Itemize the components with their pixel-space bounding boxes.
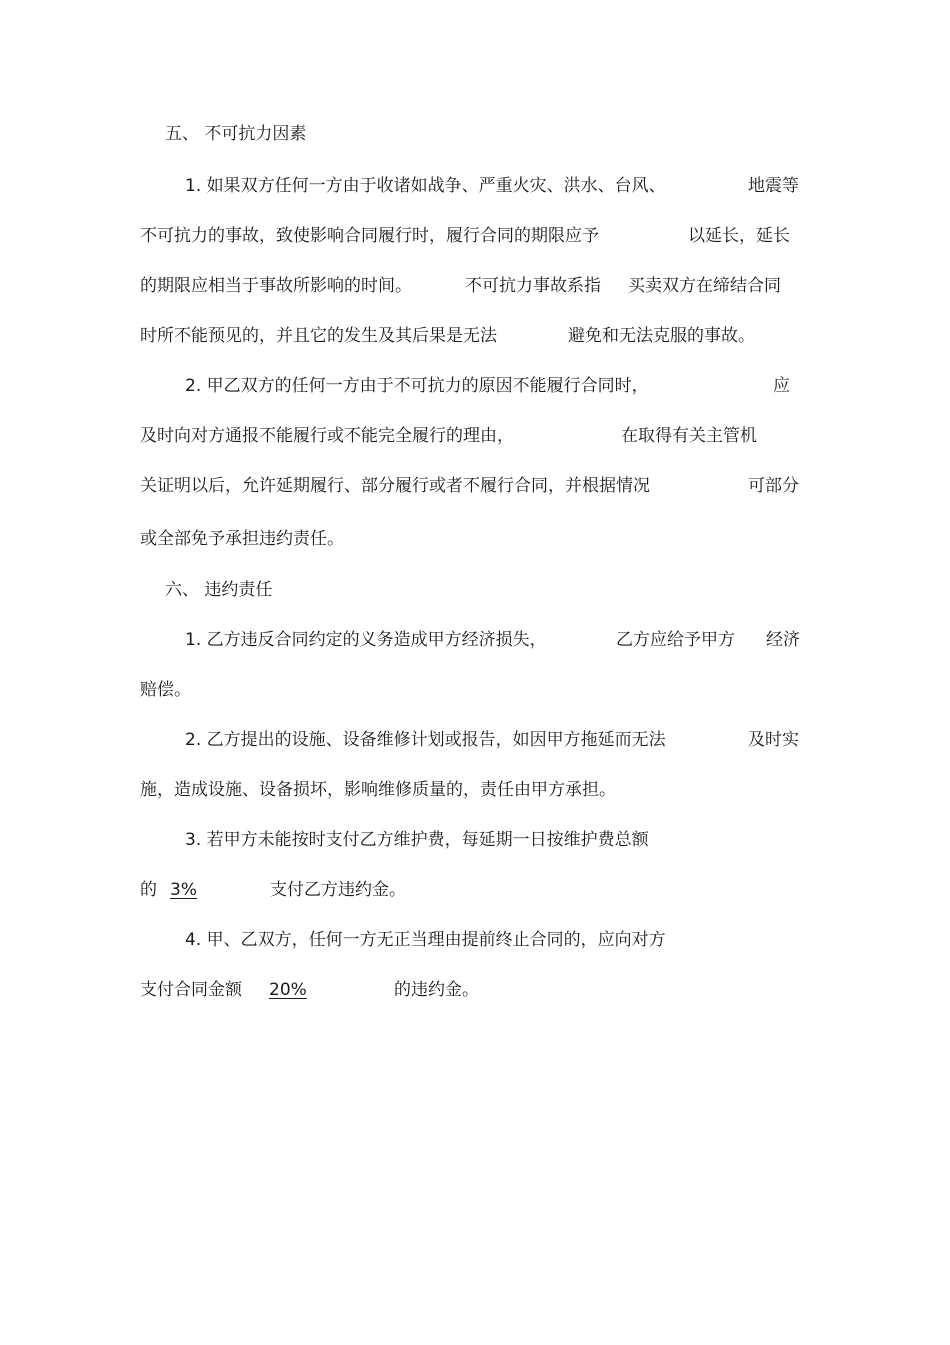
section-heading-force-majeure: 五、 不可抗力因素 xyxy=(165,124,307,144)
clause-text: 3. 若甲方未能按时支付乙方维护费，每延期一日按维护费总额 xyxy=(185,830,649,850)
clause-line xyxy=(140,678,191,726)
clause-text: 施，造成设施、设备损坏，影响维修质量的，责任由甲方承担。 xyxy=(140,780,616,800)
clause-line xyxy=(140,928,666,976)
clause-text: 不可抗力的事故，致使影响合同履行时，履行合同的期限应予 xyxy=(140,226,599,246)
clause-text: 可部分 xyxy=(748,476,799,496)
clause-text: 或全部免予承担违约责任。 xyxy=(140,529,344,549)
clause-text: 的违约金。 xyxy=(394,980,479,1000)
clause-text: 支付乙方违约金。 xyxy=(270,880,406,900)
clause-text: 地震等 xyxy=(748,176,799,196)
clause-text: 应 xyxy=(773,376,790,396)
clause-text: 的 xyxy=(140,880,157,900)
clause-text: 赔偿。 xyxy=(140,680,191,700)
clause-line xyxy=(140,828,649,876)
clause-text: 在取得有关主管机 xyxy=(621,426,757,446)
clause-text: 以延长，延长 xyxy=(688,226,790,246)
clause-text: 时所不能预见的，并且它的发生及其后果是无法 xyxy=(140,326,497,346)
clause-text: 1. 如果双方任何一方由于收诸如战争、严重火灾、洪水、台风、 xyxy=(185,176,666,196)
clause-text: 经济 xyxy=(766,630,800,650)
clause-text: 乙方应给予甲方 xyxy=(616,630,735,650)
clause-text: 4. 甲、乙双方，任何一方无正当理由提前终止合同的，应向对方 xyxy=(185,930,666,950)
clause-text: 及时实 xyxy=(748,730,799,750)
clause-text: 避免和无法克服的事故。 xyxy=(568,326,755,346)
clause-text: 支付合同金额 xyxy=(140,980,242,1000)
clause-text: 不可抗力事故系指 xyxy=(465,276,601,296)
penalty-rate-field: 3% xyxy=(170,880,197,900)
section-heading-liability: 六、 违约责任 xyxy=(165,580,273,600)
clause-text: 买卖双方在缔结合同 xyxy=(628,276,781,296)
termination-rate-field: 20% xyxy=(269,980,307,1000)
clause-text: 关证明以后，允许延期履行、部分履行或者不履行合同，并根据情况 xyxy=(140,476,650,496)
clause-text: 2. 甲乙双方的任何一方由于不可抗力的原因不能履行合同时， xyxy=(185,376,649,396)
clause-text: 2. 乙方提出的设施、设备维修计划或报告，如因甲方拖延而无法 xyxy=(185,730,666,750)
clause-text: 的期限应相当于事故所影响的时间。 xyxy=(140,276,412,296)
clause-text: 及时向对方通报不能履行或不能完全履行的理由， xyxy=(140,426,514,446)
clause-line xyxy=(140,527,344,575)
clause-line xyxy=(140,978,479,1074)
clause-text: 1. 乙方违反合同约定的义务造成甲方经济损失， xyxy=(185,630,547,650)
clause-line xyxy=(140,778,616,826)
